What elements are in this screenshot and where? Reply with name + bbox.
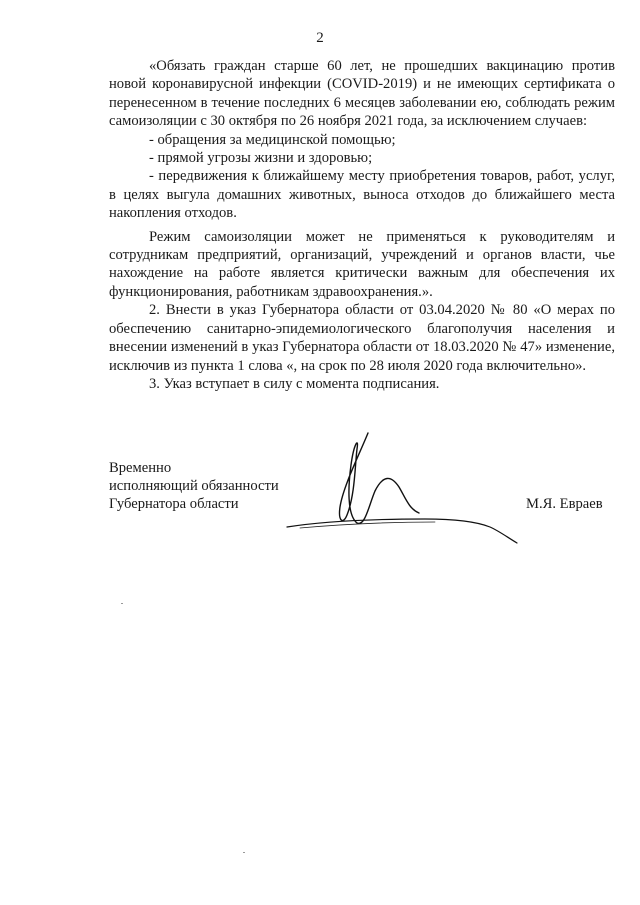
paragraph-self-isolation: «Обязать граждан старше 60 лет, не прошедших вакцинацию против новой коронавирусной инфекции (COVID-2019) и не имеющих сертификата о перенесенном в течение последних 6 месяцев заболевании ею, соблюдать режим самоизоляции с 30 октября по 26 ноября 2021 года, за исключением случаев: [109, 58, 615, 130]
handwritten-signature [285, 425, 535, 555]
scan-speck [243, 852, 245, 853]
document-body [109, 57, 615, 393]
signatory-position-line: Временно [109, 460, 172, 476]
signatory-position-line: Губернатора области [109, 496, 239, 512]
list-item-medical-help: - обращения за медицинской помощью; [149, 131, 396, 148]
list-item-movement: - передвижения к ближайшему месту приобретения товаров, работ, услуг, в целях выгула домашних животных, выноса отходов до ближайшего места накопления отходов. [109, 168, 615, 222]
signatory-name: М.Я. Евраев [526, 496, 603, 512]
paragraph-effective-date: 3. Указ вступает в силу с момента подписания. [149, 375, 440, 392]
paragraph-exemptions: Режим самоизоляции может не применяться к руководителям и сотрудникам предприятий, организаций, учреждений и органов власти, чье нахождение на работе является критически важным для обеспечения их функционирования, работникам здравоохранения.». [109, 228, 615, 300]
list-item-threat-to-life: - прямой угрозы жизни и здоровью; [149, 150, 373, 167]
scan-speck [121, 603, 123, 604]
paragraph-amendment: 2. Внести в указ Губернатора области от 03.04.2020 № 80 «О мерах по обеспечению санитарно-эпидемиологического благополучия населения и внесении изменений в указ Губернатора области от 18.03.2020 № 47» изменение, исключив из пункта 1 слова «, на срок по 28 июля 2020 года включительно». [109, 302, 615, 374]
signatory-position-line: исполняющий обязанности [109, 478, 279, 494]
page-number: 2 [316, 30, 324, 46]
signatory-position [109, 459, 279, 513]
